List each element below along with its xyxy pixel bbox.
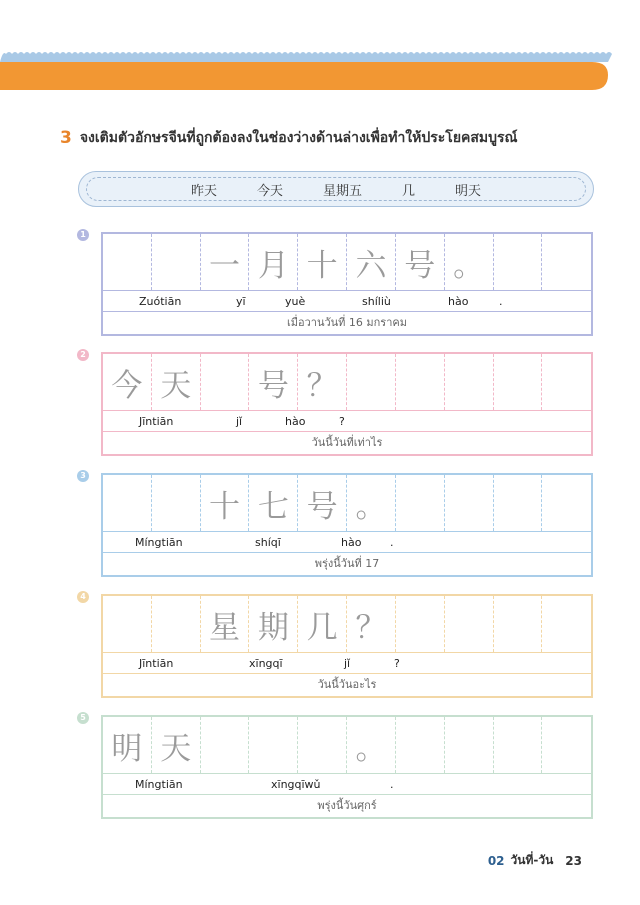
writing-box [101,594,593,698]
character-cell: 明 [103,717,152,773]
exercise-item [80,713,593,819]
exercise-item [80,471,593,577]
pinyin-text: shíliù [362,295,391,308]
pinyin-text: Zuótiān [139,295,182,308]
word-bank-item: 明天 [455,183,482,199]
blank-cell[interactable] [152,234,201,290]
character-cell: 。 [445,234,494,290]
exercise-item-number: 1 [77,229,89,241]
character-cell: 天 [152,354,201,410]
blank-cell[interactable] [103,596,152,652]
header-banner [0,0,640,95]
blank-cell[interactable] [494,234,543,290]
pinyin-text: xīngqīwǔ [271,778,321,791]
pinyin-text: Míngtiān [135,778,183,791]
writing-box [101,473,593,577]
character-cell: 十 [201,475,250,531]
blank-cell[interactable] [445,596,494,652]
character-cell: ？ [347,596,396,652]
pinyin-text: yī [236,295,246,308]
chapter-name: วันที่-วัน [510,853,554,867]
character-cell: 十 [298,234,347,290]
character-cell: 。 [347,717,396,773]
character-cell: 天 [152,717,201,773]
pinyin-text: . [390,778,394,791]
blank-cell[interactable] [494,717,543,773]
pinyin-text: ? [339,415,345,428]
exercise-item [80,350,593,456]
instruction [60,127,518,149]
exercise-item-number: 5 [77,712,89,724]
character-cell: 号 [298,475,347,531]
thai-translation: พรุ่งนี้วันที่ 17 [314,557,380,570]
exercise-item-number: 2 [77,349,89,361]
pinyin-row [103,410,591,432]
exercise-item [80,230,593,336]
blank-cell[interactable] [542,234,591,290]
exercise-item [80,592,593,698]
pinyin-text: . [499,295,503,308]
writing-box [101,232,593,336]
exercise-item-number: 3 [77,470,89,482]
blank-cell[interactable] [298,717,347,773]
pinyin-row [103,652,591,674]
thai-translation: พรุ่งนี้วันศุกร์ [317,799,377,812]
pinyin-text: hào [448,295,469,308]
character-cell: 几 [298,596,347,652]
character-cell: 号 [249,354,298,410]
blank-cell[interactable] [103,475,152,531]
pinyin-text: ? [394,657,400,670]
blank-cell[interactable] [445,354,494,410]
blank-cell[interactable] [445,475,494,531]
blank-cell[interactable] [542,354,591,410]
blank-cell[interactable] [494,475,543,531]
pinyin-text: xīngqī [249,657,283,670]
pinyin-row [103,531,591,553]
character-cell: 号 [396,234,445,290]
blank-cell[interactable] [494,354,543,410]
pinyin-text: shíqī [255,536,281,549]
blank-cell[interactable] [249,717,298,773]
blank-cell[interactable] [103,234,152,290]
pinyin-text: jǐ [344,657,351,670]
blank-cell[interactable] [396,475,445,531]
pinyin-row [103,773,591,795]
blank-cell[interactable] [542,596,591,652]
thai-translation: เมื่อวานวันที่ 16 มกราคม [286,316,408,329]
pinyin-text: . [390,536,394,549]
character-cell: 七 [249,475,298,531]
character-cell: 一 [201,234,250,290]
exercise-number: 3 [60,128,72,148]
pinyin-text: Jīntiān [139,657,174,670]
word-bank-item: 昨天 [190,183,217,199]
blank-cell[interactable] [396,717,445,773]
blank-cell[interactable] [152,475,201,531]
blank-cell[interactable] [542,475,591,531]
word-bank-item: 今天 [256,183,283,199]
blank-cell[interactable] [494,596,543,652]
page-footer [488,851,582,870]
character-cell: ？ [298,354,347,410]
blank-cell[interactable] [201,717,250,773]
thai-translation: วันนี้วันที่เท่าไร [311,436,383,449]
word-bank-item: 几 [402,183,416,199]
character-cell: 六 [347,234,396,290]
blank-cell[interactable] [396,596,445,652]
character-cell: 星 [201,596,250,652]
pinyin-text: yuè [285,295,306,308]
blank-cell[interactable] [542,717,591,773]
blank-cell[interactable] [396,354,445,410]
pinyin-text: hào [285,415,306,428]
character-cell: 期 [249,596,298,652]
character-cell: 。 [347,475,396,531]
word-bank-item: 星期五 [322,183,362,199]
blank-cell[interactable] [152,596,201,652]
blank-cell[interactable] [201,354,250,410]
writing-box [101,352,593,456]
blank-cell[interactable] [347,354,396,410]
pinyin-text: Míngtiān [135,536,183,549]
instruction-text: จงเติมตัวอักษรจีนที่ถูกต้องลงในช่องว่างด้านล่างเพื่อทำให้ประโยคสมบูรณ์ [79,130,518,146]
writing-box [101,715,593,819]
chapter-number: 02 [487,853,505,868]
pinyin-text: hào [341,536,362,549]
pinyin-row [103,290,591,312]
word-bank [78,171,594,207]
exercise-item-number: 4 [77,591,89,603]
thai-translation: วันนี้วันอะไร [317,678,377,691]
character-cell: 今 [103,354,152,410]
character-cell: 月 [249,234,298,290]
page-number: 23 [565,853,582,868]
pinyin-text: jǐ [236,415,243,428]
blank-cell[interactable] [445,717,494,773]
pinyin-text: Jīntiān [139,415,174,428]
